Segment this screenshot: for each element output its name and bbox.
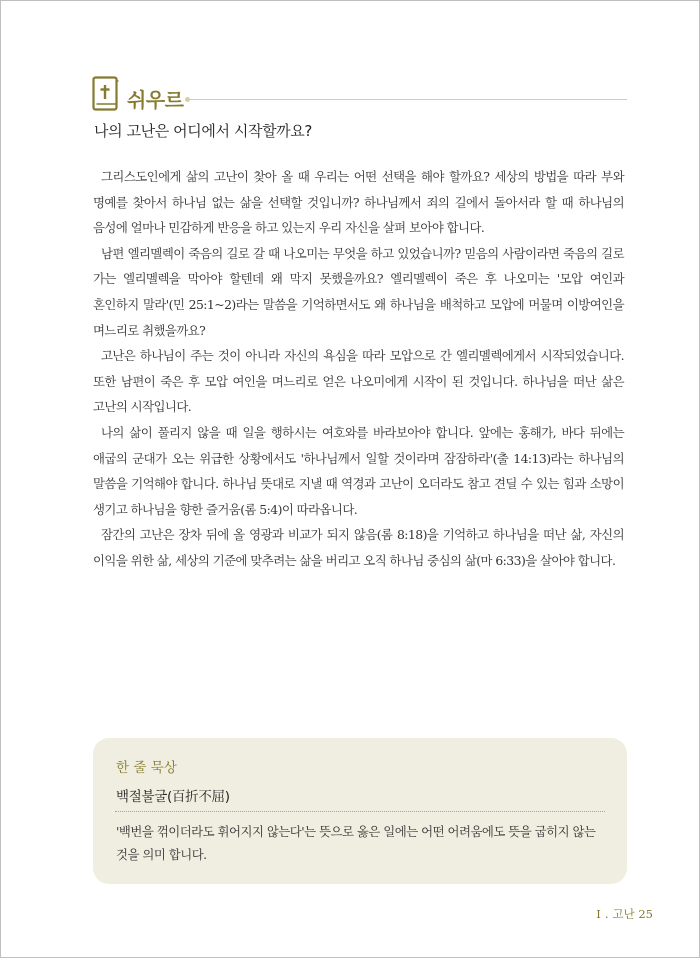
paragraph: 남편 엘리멜렉이 죽음의 길로 갈 때 나오미는 무엇을 하고 있었습니까? 믿음의 사람이라면 죽음의 길로 가는 엘리멜렉을 막아야 할텐데 왜 막지 못했을까요? 엘리멜렉이 죽은 후 나오미는 '모압 여인과 혼인하지 말라'(민 25:1~2)라는 말씀을 기억하면서도 왜 하나님을 배척하고 모압에 머물며 이방여인을 며느리로 취했을까요? <box>93 245 624 338</box>
section-divider <box>187 99 627 100</box>
section-question: 나의 고난은 어디에서 시작할까요? <box>94 122 312 140</box>
body-text <box>93 164 624 574</box>
chapter-title: 고난 <box>612 907 635 921</box>
paragraph: 그리스도인에게 삶의 고난이 찾아 올 때 우리는 어떤 선택을 해야 할까요? 세상의 방법을 따라 부와 명예를 찾아서 하나님 없는 삶을 선택할 것입니까? 하나님께서 죄의 길에서 돌아서라 할 때 하나님의 음성에 얼마나 민감하게 반응을 하고 있는지 우리 자신을 살펴 보아야 합니다. <box>93 169 624 236</box>
meditation-heading: 한 줄 묵상 <box>116 760 177 776</box>
paragraph: 잠간의 고난은 장차 뒤에 올 영광과 비교가 되지 않음(롬 8:18)을 기억하고 하나님을 떠난 삶, 자신의 이익을 위한 삶, 세상의 기준에 맞추려는 삶을 버리고 오직 하나님 중심의 삶(마 6:33)을 살아야 합니다. <box>93 527 624 568</box>
page-footer <box>596 906 653 922</box>
paragraph: 고난은 하나님이 주는 것이 아니라 자신의 욕심을 따라 모압으로 간 엘리멜렉에게서 시작되었습니다. 또한 남편이 죽은 후 모압 여인을 며느리로 얻은 나오미에게 시작이 된 것입니다. 하나님을 떠난 삶은 고난의 시작입니다. <box>93 348 624 415</box>
chapter-number: Ⅰ <box>596 907 601 921</box>
meditation-subtitle: 백절불굴(百折不屈) <box>116 789 230 805</box>
page-number: 25 <box>638 907 653 921</box>
footer-separator: . <box>604 907 609 921</box>
bible-book-icon <box>92 76 120 112</box>
meditation-text: '백번을 꺾이더라도 휘어지지 않는다'는 뜻으로 옳은 일에는 어떤 어려움에도 뜻을 굽히지 않는 것을 의미 합니다. <box>116 824 596 862</box>
paragraph: 나의 삶이 풀리지 않을 때 일을 행하시는 여호와를 바라보아야 합니다. 앞에는 홍해가, 바다 뒤에는 애굽의 군대가 오는 위급한 상황에서도 '하나님께서 일할 것이라며 잠잠하라'(출 14:13)라는 하나님의 말씀을 기억해야 합니다. 하나님 뜻대로 지낼 때 역경과 고난이 오더라도 참고 견딜 수 있는 힘과 소망이 생기고 하나님을 향한 즐거움(롬 5:4)이 따라옵니다. <box>93 424 624 517</box>
section-title: 쉬우르 <box>127 88 184 112</box>
meditation-box <box>93 738 627 884</box>
meditation-divider <box>115 811 605 812</box>
